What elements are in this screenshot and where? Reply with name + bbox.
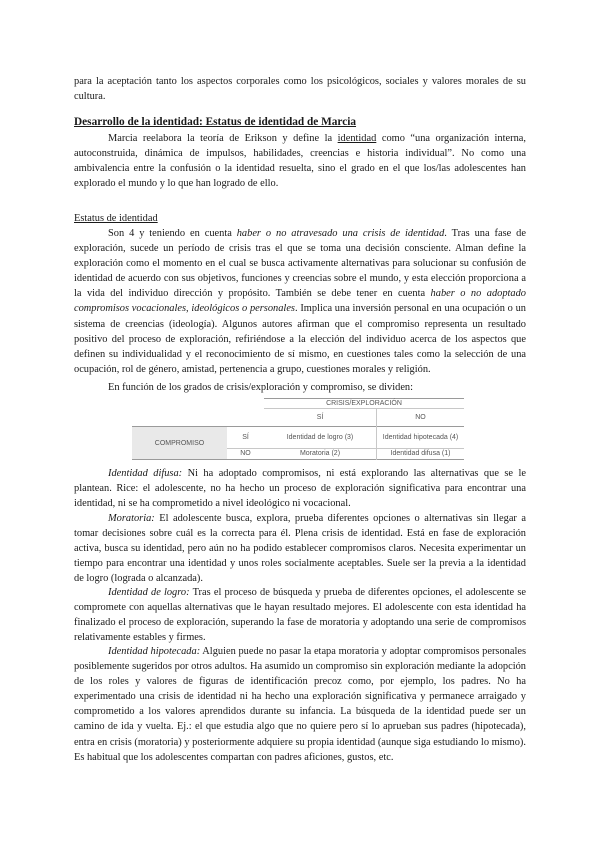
difusa-paragraph (74, 466, 526, 511)
table-cell-moratoria: Moratoria (2) (299, 450, 341, 457)
moratoria-text: El adolescente busca, explora, prueba diferentes opciones o alternativas sin llegar a tomar decisiones sobre cuál es la correcta para él. Plena crisis de identidad. Está en fase de exploración activa, busca su identidad, pero aún no ha podido establecer compromisos claros. Necesita experimentar un tiempo para encontrar una identidad y unos roles socialmente aceptables. Suele ser la previa a la identidad de logro (lograda o alcanzada). (74, 513, 526, 585)
table-cell-hipotecada: Identidad hipotecada (4) (382, 433, 459, 441)
marcia-paragraph (74, 131, 526, 191)
marcia-text-start: Marcia reelabora la teoría de Erikson y define la (108, 133, 338, 144)
section-heading: Desarrollo de la identidad: Estatus de identidad de Marcia (74, 116, 357, 128)
estatus-text-1: Son 4 y teniendo en cuenta (108, 228, 237, 239)
identity-status-table (132, 398, 464, 460)
estatus-text-3: . Implica una inversión personal en una ocupación o un sistema de creencias (ideología). Algunos autores afirman que el compromiso representa un resultado positivo del proceso de exploración, refiriéndose a la elección del individuo acerca de los aspectos que definen su individualidad y el reconocimiento de sí mismo, en cuestiones tales como la selección de una ocupación, rol de género, amistad, pertenencia a grupo, cuestiones morales y religión. (74, 303, 526, 375)
table-row-compromiso: COMPROMISO (154, 439, 205, 447)
hipotecada-text: Alguien puede no pasar la etapa moratoria y adoptar compromisos personales posiblemente sugeridos por otros adultos. Ha asumido un compromiso sin exploración mediante la adopción de los roles y valores de figuras de identificación precoz como, por ejemplo, los padres. No ha experimentado una crisis de identidad ni ha hecho una exploración significativa y permanece arraigado y comprometido a los valores aprendidos durante su infancia. La búsqueda de la identidad puede ser un camino de ida y vuelta. Ej.: el que estudia algo que no quiere pero sí lo aprueban sus padres (hipotecada), entra en crisis (moratoria) y posteriormente adquiere su propia identidad (aunque siga estudiando lo mismo). Es habitual que los adolescentes compartan con padres aficiones, gustos, etc. (74, 646, 526, 763)
estatus-emphasis-1: haber o no atravesado una crisis de identidad (236, 228, 445, 239)
moratoria-paragraph (74, 511, 526, 586)
subheading-estatus: Estatus de identidad (74, 213, 158, 224)
hipotecada-paragraph (74, 644, 526, 765)
division-intro: En función de los grados de crisis/exploración y compromiso, se dividen: (108, 382, 414, 393)
table-row-no: NO (240, 450, 251, 457)
table-cell-difusa: Identidad difusa (1) (390, 450, 451, 457)
table-row-si: SÍ (242, 433, 249, 441)
logro-label: Identidad de logro: (108, 587, 190, 598)
identidad-term: identidad (337, 133, 377, 144)
table-col-no: NO (415, 413, 426, 421)
estatus-paragraph (74, 226, 526, 377)
estatus-text-2: . Tras una fase de exploración, sucede un período de crisis tras el que se toma una decisión consciente. Alman define la exploración como el momento en el cual se busca activamente alternativas para solucionar su confusión de identidad de acuerdo con sus objetivos, funciones y creencias sobre el mundo, y esta elección proporciona a la vida del individuo dirección y propósito. También se debe tener en cuenta (74, 228, 526, 300)
intro-paragraph: para la aceptación tanto los aspectos corporales como los psicológicos, sociales y valores morales de su cultura. (74, 76, 526, 103)
difusa-text: Ni ha adoptado compromisos, ni está explorando las alternativas que se le plantean. Rice: el adolescente, no ha hecho un proceso de exploración significativa para encontrar una identidad, ni se ha comprometido a nivel ideológico ni vocacional. (74, 468, 526, 510)
table-col-si: SÍ (316, 413, 324, 421)
hipotecada-label: Identidad hipotecada: (108, 646, 201, 657)
table-cell-logro: Identidad de logro (3) (286, 433, 354, 441)
marcia-text-end: como “una organización interna, autoconstruida, dinámica de impulsos, habilidades, creencias e historia individual”. No como una ambivalencia entre la confusión o la identidad resuelta, sino el grado en el que los/las adolescentes han explorado el mundo y lo que han logrado de ello. (74, 133, 526, 190)
estatus-emphasis-2: haber o no adoptado compromisos vocacionales, ideológicos o personales (74, 288, 527, 315)
difusa-label: Identidad difusa: (108, 468, 183, 479)
logro-paragraph (74, 585, 526, 645)
moratoria-label: Moratoria: (108, 513, 155, 524)
logro-text: Tras el proceso de búsqueda y prueba de diferentes opciones, el adolescente se compromete con aquellas alternativas que le hayan resultado mejores. El adolescente con esta identidad ha finalizado el proceso de exploración, superando la fase de moratoria y adoptando una serie de compromisos relativamente estables y firmes. (74, 587, 526, 644)
table-header-crisis: CRISIS/EXPLORACIÓN (326, 399, 402, 407)
